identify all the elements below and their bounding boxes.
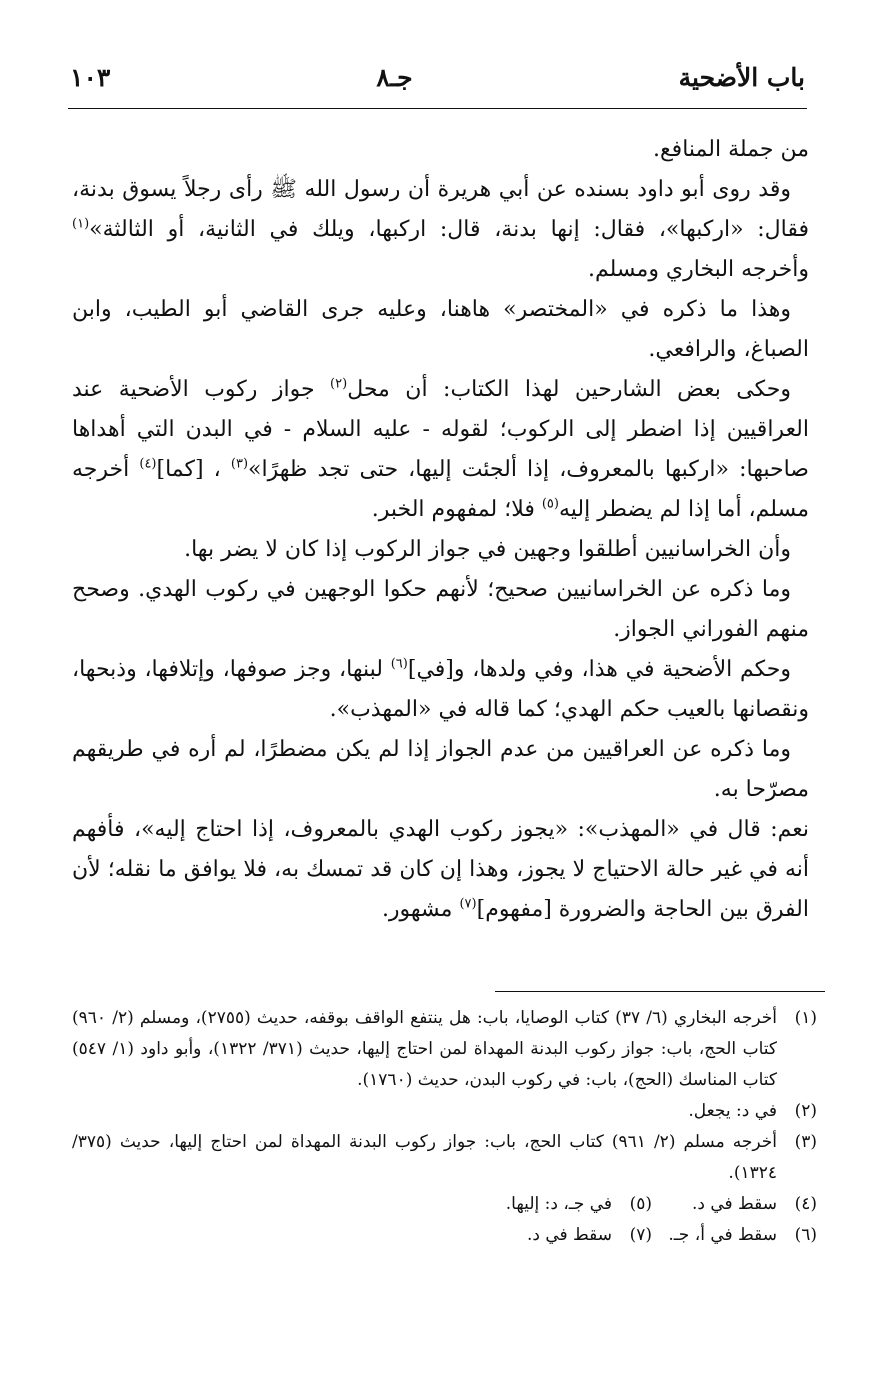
footnote-text: سقط في د. bbox=[691, 1194, 777, 1214]
chapter-title: باب الأضحية bbox=[678, 62, 805, 92]
text-span: وحكم الأضحية في هذا، وفي ولدها، و[في] bbox=[407, 657, 791, 682]
footnote-2 bbox=[72, 1096, 817, 1127]
paragraph-1: من جملة المنافع. bbox=[652, 137, 809, 162]
text-span: أخرجه مسلم، أما إذا لم يضطر إليه bbox=[72, 457, 809, 522]
footnote-number: (٥) bbox=[629, 1194, 652, 1214]
text-span: وأخرجه البخاري ومسلم. bbox=[587, 257, 809, 282]
footnote-number: (٦) bbox=[794, 1225, 817, 1245]
paragraph-4 bbox=[72, 370, 809, 530]
footnote-text: سقط في د. bbox=[526, 1225, 612, 1245]
footnote-text: أخرجه مسلم (٢/ ٩٦١) كتاب الحج، باب: جواز ركوب البدنة المهداة لمن احتاج إليها، حديث (٣٧٥/ ١٣٢٤). bbox=[72, 1132, 777, 1183]
footnotes bbox=[72, 1003, 817, 1251]
footnote-6 bbox=[652, 1220, 817, 1251]
footnote-row-4-5 bbox=[72, 1189, 817, 1220]
footnote-number: (٤) bbox=[794, 1194, 817, 1214]
footnote-1 bbox=[72, 1003, 817, 1096]
footnote-number: (٣) bbox=[794, 1132, 817, 1152]
footnote-ref-5: (٥) bbox=[541, 496, 559, 512]
text-span: مشهور. bbox=[381, 897, 460, 922]
footnote-ref-4: (٤) bbox=[139, 456, 157, 472]
footnote-divider bbox=[495, 991, 825, 992]
header-divider bbox=[68, 108, 807, 109]
footnote-number: (٢) bbox=[794, 1101, 817, 1121]
footnote-text: في جـ، د: إليها. bbox=[505, 1194, 612, 1214]
footnote-ref-1: (١) bbox=[72, 216, 90, 232]
text-span: وقد روى أبو داود بسنده عن أبي هريرة أن رسول الله ﷺ رأى رجلاً يسوق بدنة، فقال: «اركبها»، فقال: إنها بدنة، قال: اركبها، ويلك في الثانية، أو الثالثة» bbox=[72, 177, 809, 242]
paragraph-2 bbox=[72, 170, 809, 290]
text-span: ، [كما] bbox=[156, 457, 231, 482]
main-text bbox=[72, 130, 809, 930]
footnote-4 bbox=[652, 1189, 817, 1220]
footnote-ref-6: (٦) bbox=[390, 656, 408, 672]
footnote-text: في د: يجعل. bbox=[688, 1101, 777, 1121]
footnote-number: (٧) bbox=[629, 1225, 652, 1245]
text-span: فلا؛ لمفهوم الخبر. bbox=[371, 497, 542, 522]
footnote-ref-3: (٣) bbox=[230, 456, 249, 472]
footnote-ref-7: (٧) bbox=[459, 896, 477, 912]
running-header bbox=[70, 58, 805, 96]
text-span: لبنها، وجز صوفها، وإتلافها، وذبحها، ونقصانها بالعيب حكم الهدي؛ كما قاله في «المهذب». bbox=[72, 657, 809, 722]
paragraph-6: وما ذكره عن الخراسانيين صحيح؛ لأنهم حكوا الوجهين في ركوب الهدي. وصحح منهم الفوراني الجواز. bbox=[72, 577, 809, 642]
page-number: ١٠٣ bbox=[70, 62, 111, 92]
footnote-text: سقط في أ، جـ. bbox=[668, 1225, 777, 1245]
paragraph-9 bbox=[72, 810, 809, 930]
footnote-3 bbox=[72, 1127, 817, 1189]
footnote-text: أخرجه البخاري (٦/ ٣٧) كتاب الوصايا، باب: هل ينتفع الواقف بوقفه، حديث (٢٧٥٥)، ومسلم (٢/ ٩٦٠) كتاب الحج، باب: جواز ركوب البدنة المهداة لمن احتاج إليها، حديث (٣٧١/ ١٣٢٢)، وأبو داود (١/ ٥٤٧) كتاب المناسك (الحج)، باب: في ركوب البدن، حديث (١٧٦٠). bbox=[72, 1008, 777, 1090]
paragraph-3: وهذا ما ذكره في «المختصر» هاهنا، وعليه جرى القاضي أبو الطيب، وابن الصباغ، والرافعي. bbox=[72, 297, 809, 362]
text-span: نعم: قال في «المهذب»: «يجوز ركوب الهدي بالمعروف، إذا احتاج إليه»، فأفهم أنه في غير حالة الاحتياج لا يجوز، وهذا إن كان قد تمسك به، فلا يوافق ما نقله؛ لأن الفرق بين الحاجة والضرورة [مفهوم] bbox=[72, 817, 810, 922]
volume-label: جـ٨ bbox=[376, 62, 413, 92]
paragraph-5: وأن الخراسانيين أطلقوا وجهين في جواز الركوب إذا كان لا يضر بها. bbox=[184, 537, 791, 562]
text-span: وحكى بعض الشارحين لهذا الكتاب: أن محل bbox=[347, 377, 791, 402]
footnote-row-6-7 bbox=[72, 1220, 817, 1251]
footnote-5 bbox=[487, 1189, 652, 1220]
paragraph-7 bbox=[72, 650, 809, 730]
footnote-ref-2: (٢) bbox=[330, 376, 348, 392]
footnote-7 bbox=[487, 1220, 652, 1251]
footnote-number: (١) bbox=[794, 1008, 817, 1028]
text-span: جواز ركوب الأضحية عند العراقيين إذا اضطر إلى الركوب؛ لقوله - عليه السلام - في البدن التي أهداها صاحبها: «اركبها بالمعروف، إذا ألجئت إليها، حتى تجد ظهرًا» bbox=[72, 377, 809, 482]
paragraph-8: وما ذكره عن العراقيين من عدم الجواز إذا لم يكن مضطرًا، لم أره في طريقهم مصرّحا به. bbox=[72, 737, 809, 802]
